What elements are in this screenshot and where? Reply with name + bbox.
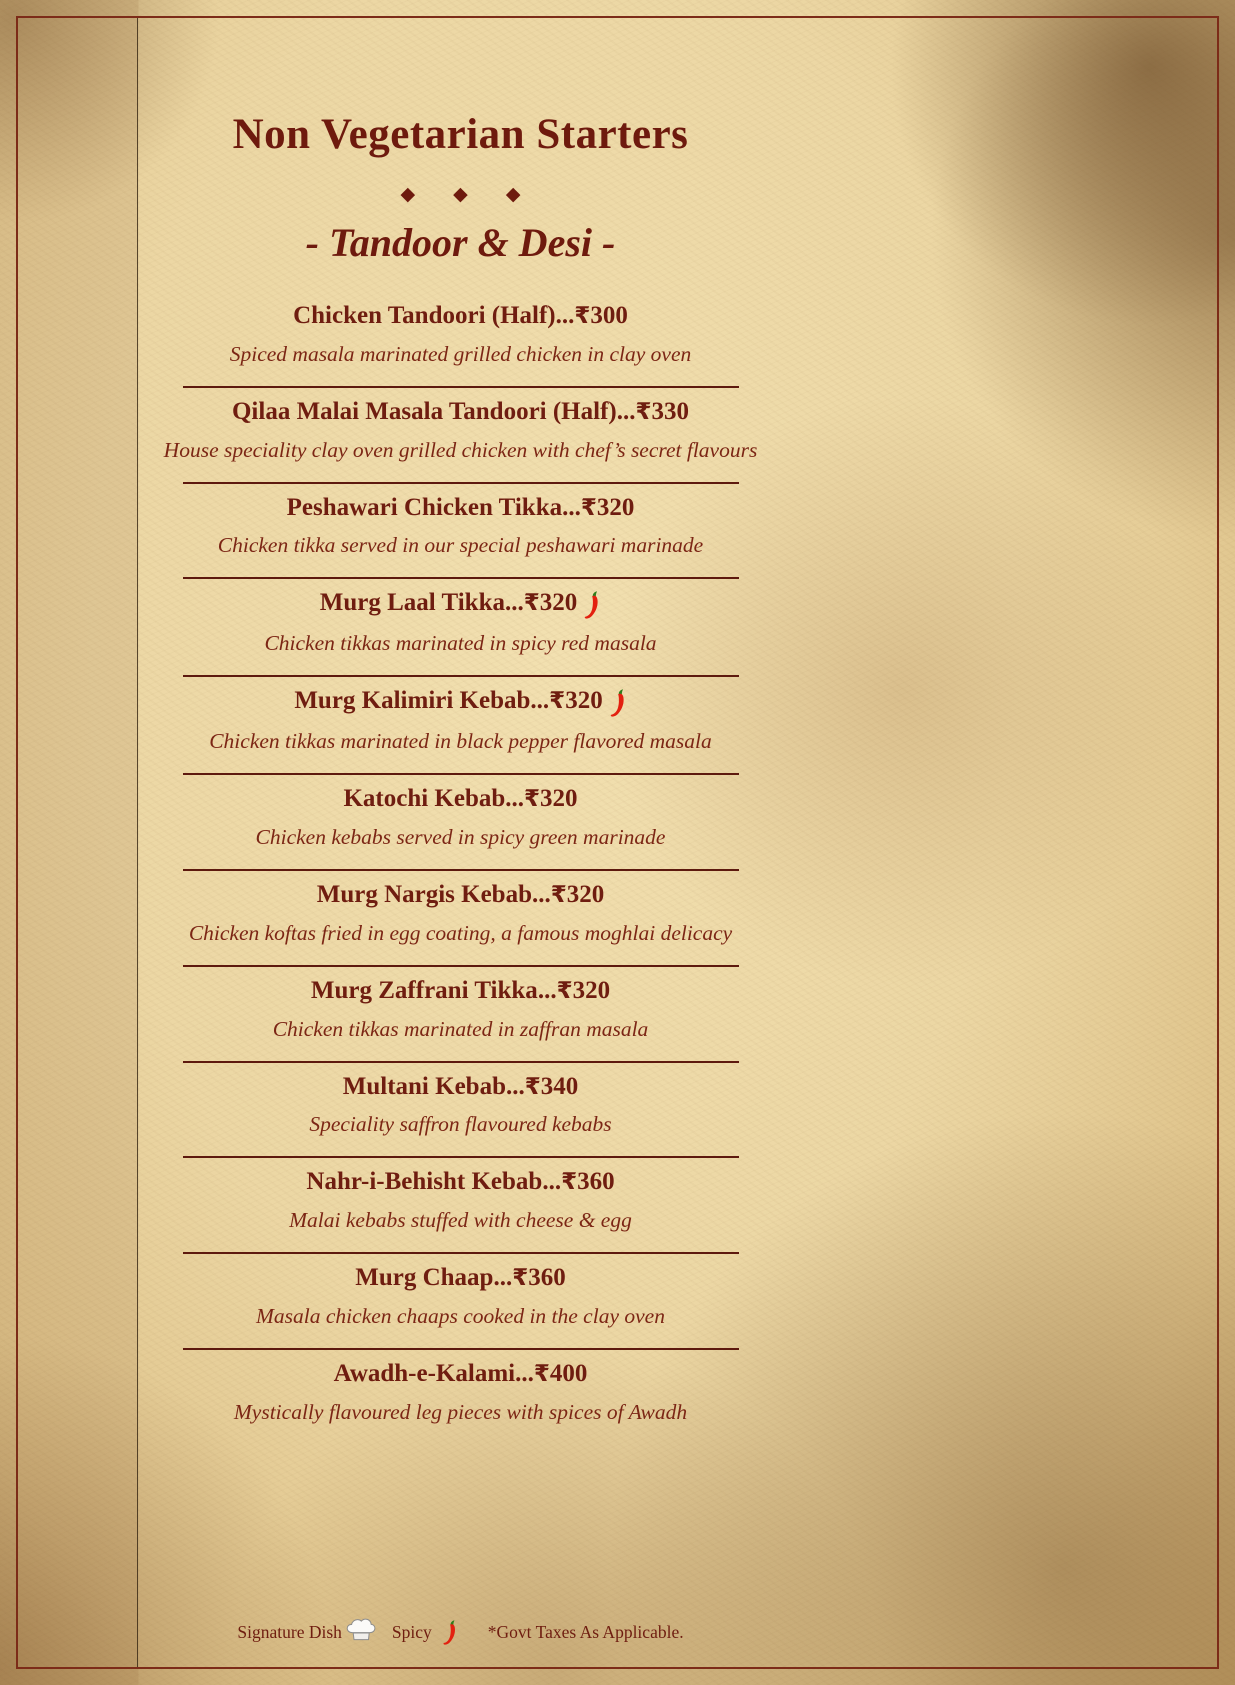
menu-item-title [139, 967, 782, 1006]
menu-item-description: Chicken tikkas marinated in spicy red masala [264, 631, 657, 656]
price-dots: ... [493, 1264, 513, 1291]
menu-item-title [139, 1063, 782, 1102]
ornament-diamonds: ◆ ◆ ◆ [400, 183, 537, 205]
left-margin-line [137, 18, 138, 1667]
menu-item-title [139, 1158, 782, 1197]
menu-content [139, 0, 782, 1685]
menu-item-price: 330 [651, 397, 689, 425]
page-title: Non Vegetarian Starters [232, 111, 689, 158]
rupee-symbol: ₹ [556, 977, 573, 1004]
menu-item-price: 300 [590, 302, 628, 329]
menu-item-price: 320 [539, 589, 578, 617]
menu-item [139, 775, 782, 871]
taxes-note: *Govt Taxes As Applicable. [487, 1621, 684, 1642]
menu-item-price: 340 [540, 1072, 579, 1100]
price-dots: ... [542, 1168, 562, 1196]
rupee-symbol: ₹ [549, 688, 566, 715]
rupee-symbol: ₹ [580, 494, 597, 521]
rupee-symbol: ₹ [550, 882, 567, 908]
menu-item [139, 388, 782, 484]
menu-item-title [139, 775, 782, 814]
signature-dish-label: Signature Dish [237, 1621, 342, 1642]
menu-item-price: 320 [565, 687, 603, 715]
menu-item [139, 292, 782, 388]
menu-item-title [139, 388, 782, 427]
menu-item-name: Peshawari Chicken Tikka [286, 493, 563, 521]
rupee-symbol: ₹ [524, 1073, 541, 1100]
chili-icon [441, 1619, 458, 1646]
rupee-symbol: ₹ [561, 1169, 578, 1196]
rupee-symbol: ₹ [523, 590, 540, 617]
price-dots: ... [505, 785, 525, 813]
menu-item [139, 484, 782, 580]
rupee-symbol: ₹ [524, 786, 541, 813]
menu-item-description: Malai kebabs stuffed with cheese & egg [289, 1208, 632, 1232]
menu-item-name: Murg Nargis Kebab [316, 881, 532, 908]
chef-hat-icon [346, 1617, 376, 1647]
menu-item-price: 320 [572, 976, 611, 1004]
menu-header [139, 0, 782, 266]
price-dots: ... [515, 1359, 534, 1387]
menu-item-price: 360 [577, 1168, 615, 1196]
menu-item-description: Spiced masala marinated grilled chicken in clay oven [229, 341, 692, 366]
price-dots: ... [616, 397, 636, 425]
rupee-symbol: ₹ [574, 303, 591, 329]
spicy-chili-icon [608, 688, 627, 718]
menu-item-name: Nahr-i-Behisht Kebab [306, 1168, 543, 1196]
price-dots: ... [555, 302, 575, 329]
menu-item-name: Awadh-e-Kalami [333, 1359, 516, 1387]
menu-item [139, 1350, 782, 1425]
section-subtitle: - Tandoor & Desi - [305, 220, 616, 265]
menu-items [139, 292, 782, 1425]
menu-item-name: Murg Laal Tikka [319, 589, 505, 617]
menu-item-title [139, 871, 782, 910]
menu-item [139, 1158, 782, 1254]
price-dots: ... [505, 1072, 525, 1100]
menu-item [139, 1254, 782, 1350]
menu-item-description: Speciality saffron flavoured kebabs [309, 1112, 612, 1137]
menu-item-price: 360 [528, 1264, 566, 1291]
menu-item-name: Murg Zaffrani Tikka [310, 976, 538, 1004]
menu-item-name: Murg Chaap [355, 1264, 494, 1291]
menu-item [139, 579, 782, 677]
rupee-symbol: ₹ [635, 398, 652, 425]
menu-item-title [139, 1350, 782, 1389]
menu-item-name: Murg Kalimiri Kebab [294, 687, 531, 715]
menu-item [139, 677, 782, 775]
menu-item [139, 1063, 782, 1159]
menu-item-title [139, 579, 782, 620]
menu-item-price: 400 [549, 1359, 588, 1387]
rupee-symbol: ₹ [512, 1265, 529, 1291]
menu-item [139, 967, 782, 1063]
spicy-chili-icon [582, 590, 601, 620]
price-dots: ... [504, 589, 524, 617]
menu-item-description: Chicken tikkas marinated in zaffran masala [272, 1016, 649, 1041]
menu-item-description: Chicken koftas fried in egg coating, a famous moghlai delicacy [188, 920, 733, 945]
menu-item-title [139, 1254, 782, 1293]
price-dots: ... [562, 493, 581, 521]
menu-item-name: Katochi Kebab [343, 785, 506, 813]
menu-item-price: 320 [540, 785, 578, 813]
menu-item-price: 320 [596, 493, 635, 521]
price-dots: ... [537, 976, 557, 1004]
menu-item-description: Chicken tikkas marinated in black pepper flavored masala [209, 729, 712, 754]
menu-item-name: Multani Kebab [342, 1072, 506, 1100]
menu-item-description: Mystically flavoured leg pieces with spices of Awadh [233, 1399, 688, 1424]
menu-item-description: House speciality clay oven grilled chicken with chef’s secret flavours [163, 437, 758, 462]
footer-legend [139, 1617, 782, 1647]
menu-item-description: Chicken kebabs served in spicy green marinade [255, 825, 666, 849]
spicy-label: Spicy [391, 1621, 432, 1642]
price-dots: ... [532, 881, 551, 908]
menu-item-title [139, 292, 782, 331]
menu-item-title [139, 484, 782, 523]
menu-item-description: Masala chicken chaaps cooked in the clay oven [256, 1303, 665, 1328]
menu-item [139, 871, 782, 967]
menu-item-description: Chicken tikka served in our special peshawari marinade [217, 533, 704, 558]
menu-item-name: Chicken Tandoori (Half) [293, 302, 556, 329]
rupee-symbol: ₹ [533, 1360, 550, 1387]
price-dots: ... [530, 687, 550, 715]
menu-item-name: Qilaa Malai Masala Tandoori (Half) [231, 397, 617, 425]
menu-item-price: 320 [566, 881, 605, 908]
menu-item-title [139, 677, 782, 718]
